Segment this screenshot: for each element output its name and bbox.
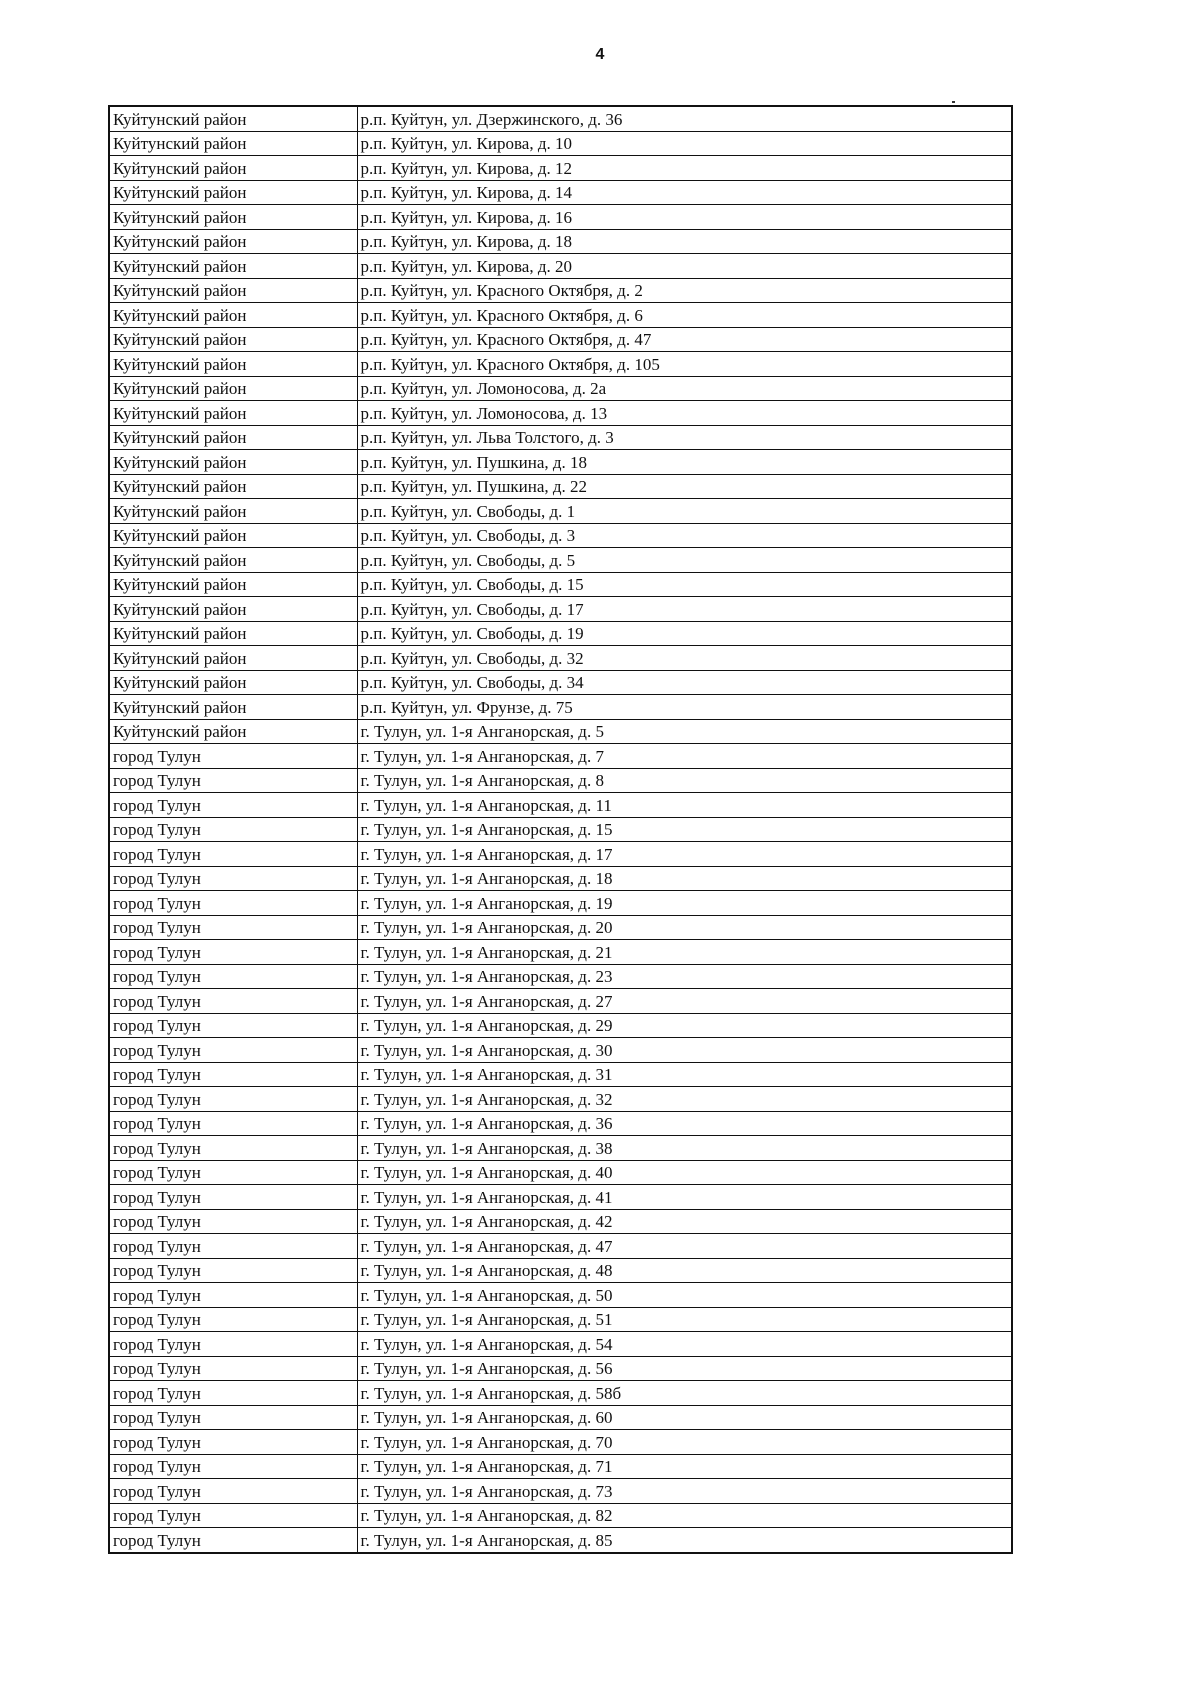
address-cell: г. Тулун, ул. 1-я Анганорская, д. 5 xyxy=(357,719,1012,744)
address-cell: р.п. Куйтун, ул. Кирова, д. 16 xyxy=(357,205,1012,230)
district-cell: Куйтунский район xyxy=(109,156,357,181)
table-row xyxy=(109,450,1012,475)
district-cell: город Тулун xyxy=(109,1160,357,1185)
address-cell: г. Тулун, ул. 1-я Анганорская, д. 58б xyxy=(357,1381,1012,1406)
address-cell: г. Тулун, ул. 1-я Анганорская, д. 31 xyxy=(357,1062,1012,1087)
district-cell: Куйтунский район xyxy=(109,254,357,279)
district-cell: город Тулун xyxy=(109,989,357,1014)
table-row xyxy=(109,1503,1012,1528)
address-cell: г. Тулун, ул. 1-я Анганорская, д. 71 xyxy=(357,1454,1012,1479)
address-cell: г. Тулун, ул. 1-я Анганорская, д. 85 xyxy=(357,1528,1012,1553)
table-row xyxy=(109,866,1012,891)
address-register-body xyxy=(109,106,1012,1553)
district-cell: Куйтунский район xyxy=(109,572,357,597)
address-cell: г. Тулун, ул. 1-я Анганорская, д. 50 xyxy=(357,1283,1012,1308)
district-cell: Куйтунский район xyxy=(109,597,357,622)
table-row xyxy=(109,352,1012,377)
table-row xyxy=(109,1283,1012,1308)
address-cell: г. Тулун, ул. 1-я Анганорская, д. 18 xyxy=(357,866,1012,891)
district-cell: город Тулун xyxy=(109,1087,357,1112)
address-cell: р.п. Куйтун, ул. Свободы, д. 1 xyxy=(357,499,1012,524)
table-row xyxy=(109,1381,1012,1406)
address-cell: р.п. Куйтун, ул. Кирова, д. 12 xyxy=(357,156,1012,181)
page-number: 4 xyxy=(595,46,605,63)
district-cell: Куйтунский район xyxy=(109,278,357,303)
district-cell: Куйтунский район xyxy=(109,229,357,254)
table-row xyxy=(109,646,1012,671)
address-cell: г. Тулун, ул. 1-я Анганорская, д. 56 xyxy=(357,1356,1012,1381)
table-row xyxy=(109,106,1012,131)
address-cell: г. Тулун, ул. 1-я Анганорская, д. 38 xyxy=(357,1136,1012,1161)
address-cell: г. Тулун, ул. 1-я Анганорская, д. 29 xyxy=(357,1013,1012,1038)
address-cell: р.п. Куйтун, ул. Красного Октября, д. 105 xyxy=(357,352,1012,377)
table-row xyxy=(109,1258,1012,1283)
table-row xyxy=(109,891,1012,916)
table-row xyxy=(109,180,1012,205)
table-row xyxy=(109,1430,1012,1455)
table-row xyxy=(109,499,1012,524)
table-row xyxy=(109,597,1012,622)
table-row xyxy=(109,254,1012,279)
address-cell: р.п. Куйтун, ул. Пушкина, д. 22 xyxy=(357,474,1012,499)
district-cell: город Тулун xyxy=(109,1013,357,1038)
address-cell: г. Тулун, ул. 1-я Анганорская, д. 17 xyxy=(357,842,1012,867)
table-row xyxy=(109,548,1012,573)
table-row xyxy=(109,401,1012,426)
district-cell: город Тулун xyxy=(109,1038,357,1063)
district-cell: Куйтунский район xyxy=(109,376,357,401)
address-cell: р.п. Куйтун, ул. Фрунзе, д. 75 xyxy=(357,695,1012,720)
address-cell: р.п. Куйтун, ул. Красного Октября, д. 47 xyxy=(357,327,1012,352)
table-row xyxy=(109,1013,1012,1038)
table-row xyxy=(109,964,1012,989)
address-register-table xyxy=(108,105,1013,1554)
table-row xyxy=(109,1160,1012,1185)
district-cell: город Тулун xyxy=(109,793,357,818)
address-cell: р.п. Куйтун, ул. Кирова, д. 10 xyxy=(357,131,1012,156)
table-row xyxy=(109,303,1012,328)
table-row xyxy=(109,744,1012,769)
district-cell: Куйтунский район xyxy=(109,670,357,695)
address-cell: р.п. Куйтун, ул. Ломоносова, д. 13 xyxy=(357,401,1012,426)
district-cell: город Тулун xyxy=(109,964,357,989)
address-cell: р.п. Куйтун, ул. Пушкина, д. 18 xyxy=(357,450,1012,475)
table-row xyxy=(109,572,1012,597)
table-row xyxy=(109,1136,1012,1161)
table-row xyxy=(109,205,1012,230)
district-cell: город Тулун xyxy=(109,1258,357,1283)
table-row xyxy=(109,474,1012,499)
district-cell: город Тулун xyxy=(109,1503,357,1528)
address-cell: р.п. Куйтун, ул. Свободы, д. 34 xyxy=(357,670,1012,695)
address-cell: г. Тулун, ул. 1-я Анганорская, д. 15 xyxy=(357,817,1012,842)
district-cell: Куйтунский район xyxy=(109,646,357,671)
district-cell: город Тулун xyxy=(109,1479,357,1504)
district-cell: Куйтунский район xyxy=(109,425,357,450)
address-cell: г. Тулун, ул. 1-я Анганорская, д. 30 xyxy=(357,1038,1012,1063)
table-row xyxy=(109,915,1012,940)
address-cell: р.п. Куйтун, ул. Красного Октября, д. 2 xyxy=(357,278,1012,303)
district-cell: город Тулун xyxy=(109,1405,357,1430)
address-cell: г. Тулун, ул. 1-я Анганорская, д. 40 xyxy=(357,1160,1012,1185)
address-cell: г. Тулун, ул. 1-я Анганорская, д. 70 xyxy=(357,1430,1012,1455)
address-cell: г. Тулун, ул. 1-я Анганорская, д. 21 xyxy=(357,940,1012,965)
address-cell: р.п. Куйтун, ул. Дзержинского, д. 36 xyxy=(357,106,1012,131)
address-cell: р.п. Куйтун, ул. Свободы, д. 5 xyxy=(357,548,1012,573)
district-cell: город Тулун xyxy=(109,842,357,867)
district-cell: Куйтунский район xyxy=(109,180,357,205)
district-cell: Куйтунский район xyxy=(109,352,357,377)
table-row xyxy=(109,1111,1012,1136)
address-cell: г. Тулун, ул. 1-я Анганорская, д. 7 xyxy=(357,744,1012,769)
table-row xyxy=(109,278,1012,303)
district-cell: город Тулун xyxy=(109,1136,357,1161)
table-row xyxy=(109,1209,1012,1234)
table-row xyxy=(109,793,1012,818)
table-row xyxy=(109,842,1012,867)
address-cell: г. Тулун, ул. 1-я Анганорская, д. 47 xyxy=(357,1234,1012,1259)
district-cell: Куйтунский район xyxy=(109,474,357,499)
district-cell: город Тулун xyxy=(109,1381,357,1406)
table-row xyxy=(109,817,1012,842)
district-cell: Куйтунский район xyxy=(109,205,357,230)
table-row xyxy=(109,1234,1012,1259)
district-cell: город Тулун xyxy=(109,1111,357,1136)
address-cell: р.п. Куйтун, ул. Льва Толстого, д. 3 xyxy=(357,425,1012,450)
address-cell: г. Тулун, ул. 1-я Анганорская, д. 32 xyxy=(357,1087,1012,1112)
address-cell: г. Тулун, ул. 1-я Анганорская, д. 82 xyxy=(357,1503,1012,1528)
district-cell: город Тулун xyxy=(109,1430,357,1455)
district-cell: Куйтунский район xyxy=(109,303,357,328)
table-row xyxy=(109,1185,1012,1210)
table-row xyxy=(109,327,1012,352)
table-row xyxy=(109,1454,1012,1479)
address-cell: г. Тулун, ул. 1-я Анганорская, д. 8 xyxy=(357,768,1012,793)
table-row xyxy=(109,719,1012,744)
district-cell: город Тулун xyxy=(109,891,357,916)
district-cell: Куйтунский район xyxy=(109,327,357,352)
district-cell: город Тулун xyxy=(109,744,357,769)
address-cell: г. Тулун, ул. 1-я Анганорская, д. 60 xyxy=(357,1405,1012,1430)
table-row xyxy=(109,621,1012,646)
district-cell: Куйтунский район xyxy=(109,523,357,548)
address-cell: г. Тулун, ул. 1-я Анганорская, д. 20 xyxy=(357,915,1012,940)
district-cell: Куйтунский район xyxy=(109,695,357,720)
scan-artifact-dot xyxy=(952,101,955,103)
table-row xyxy=(109,131,1012,156)
address-cell: р.п. Куйтун, ул. Свободы, д. 17 xyxy=(357,597,1012,622)
district-cell: город Тулун xyxy=(109,1307,357,1332)
address-cell: г. Тулун, ул. 1-я Анганорская, д. 42 xyxy=(357,1209,1012,1234)
district-cell: Куйтунский район xyxy=(109,548,357,573)
district-cell: город Тулун xyxy=(109,915,357,940)
district-cell: Куйтунский район xyxy=(109,401,357,426)
table-row xyxy=(109,1062,1012,1087)
table-row xyxy=(109,1332,1012,1357)
address-cell: г. Тулун, ул. 1-я Анганорская, д. 23 xyxy=(357,964,1012,989)
address-cell: р.п. Куйтун, ул. Свободы, д. 32 xyxy=(357,646,1012,671)
table-row xyxy=(109,156,1012,181)
table-row xyxy=(109,1405,1012,1430)
address-cell: р.п. Куйтун, ул. Свободы, д. 19 xyxy=(357,621,1012,646)
address-cell: р.п. Куйтун, ул. Свободы, д. 3 xyxy=(357,523,1012,548)
address-cell: р.п. Куйтун, ул. Кирова, д. 20 xyxy=(357,254,1012,279)
address-cell: г. Тулун, ул. 1-я Анганорская, д. 54 xyxy=(357,1332,1012,1357)
address-cell: г. Тулун, ул. 1-я Анганорская, д. 36 xyxy=(357,1111,1012,1136)
table-row xyxy=(109,229,1012,254)
district-cell: город Тулун xyxy=(109,1528,357,1553)
table-row xyxy=(109,425,1012,450)
table-row xyxy=(109,1087,1012,1112)
district-cell: город Тулун xyxy=(109,1356,357,1381)
address-cell: г. Тулун, ул. 1-я Анганорская, д. 48 xyxy=(357,1258,1012,1283)
district-cell: город Тулун xyxy=(109,940,357,965)
table-row xyxy=(109,1307,1012,1332)
district-cell: Куйтунский район xyxy=(109,106,357,131)
address-cell: р.п. Куйтун, ул. Ломоносова, д. 2а xyxy=(357,376,1012,401)
district-cell: город Тулун xyxy=(109,1209,357,1234)
address-cell: р.п. Куйтун, ул. Свободы, д. 15 xyxy=(357,572,1012,597)
table-row xyxy=(109,1356,1012,1381)
table-row xyxy=(109,670,1012,695)
district-cell: город Тулун xyxy=(109,817,357,842)
address-cell: г. Тулун, ул. 1-я Анганорская, д. 41 xyxy=(357,1185,1012,1210)
district-cell: Куйтунский район xyxy=(109,499,357,524)
district-cell: город Тулун xyxy=(109,1234,357,1259)
district-cell: город Тулун xyxy=(109,1454,357,1479)
district-cell: Куйтунский район xyxy=(109,621,357,646)
table-row xyxy=(109,1479,1012,1504)
table-row xyxy=(109,1528,1012,1553)
table-row xyxy=(109,695,1012,720)
district-cell: город Тулун xyxy=(109,866,357,891)
district-cell: Куйтунский район xyxy=(109,131,357,156)
address-cell: г. Тулун, ул. 1-я Анганорская, д. 27 xyxy=(357,989,1012,1014)
address-cell: р.п. Куйтун, ул. Красного Октября, д. 6 xyxy=(357,303,1012,328)
address-cell: г. Тулун, ул. 1-я Анганорская, д. 51 xyxy=(357,1307,1012,1332)
district-cell: Куйтунский район xyxy=(109,450,357,475)
district-cell: город Тулун xyxy=(109,1283,357,1308)
address-cell: г. Тулун, ул. 1-я Анганорская, д. 11 xyxy=(357,793,1012,818)
table-row xyxy=(109,768,1012,793)
address-cell: р.п. Куйтун, ул. Кирова, д. 18 xyxy=(357,229,1012,254)
address-cell: р.п. Куйтун, ул. Кирова, д. 14 xyxy=(357,180,1012,205)
district-cell: Куйтунский район xyxy=(109,719,357,744)
table-row xyxy=(109,940,1012,965)
address-cell: г. Тулун, ул. 1-я Анганорская, д. 73 xyxy=(357,1479,1012,1504)
address-cell: г. Тулун, ул. 1-я Анганорская, д. 19 xyxy=(357,891,1012,916)
table-row xyxy=(109,1038,1012,1063)
district-cell: город Тулун xyxy=(109,768,357,793)
district-cell: город Тулун xyxy=(109,1332,357,1357)
district-cell: город Тулун xyxy=(109,1185,357,1210)
district-cell: город Тулун xyxy=(109,1062,357,1087)
table-row xyxy=(109,989,1012,1014)
table-row xyxy=(109,523,1012,548)
table-row xyxy=(109,376,1012,401)
